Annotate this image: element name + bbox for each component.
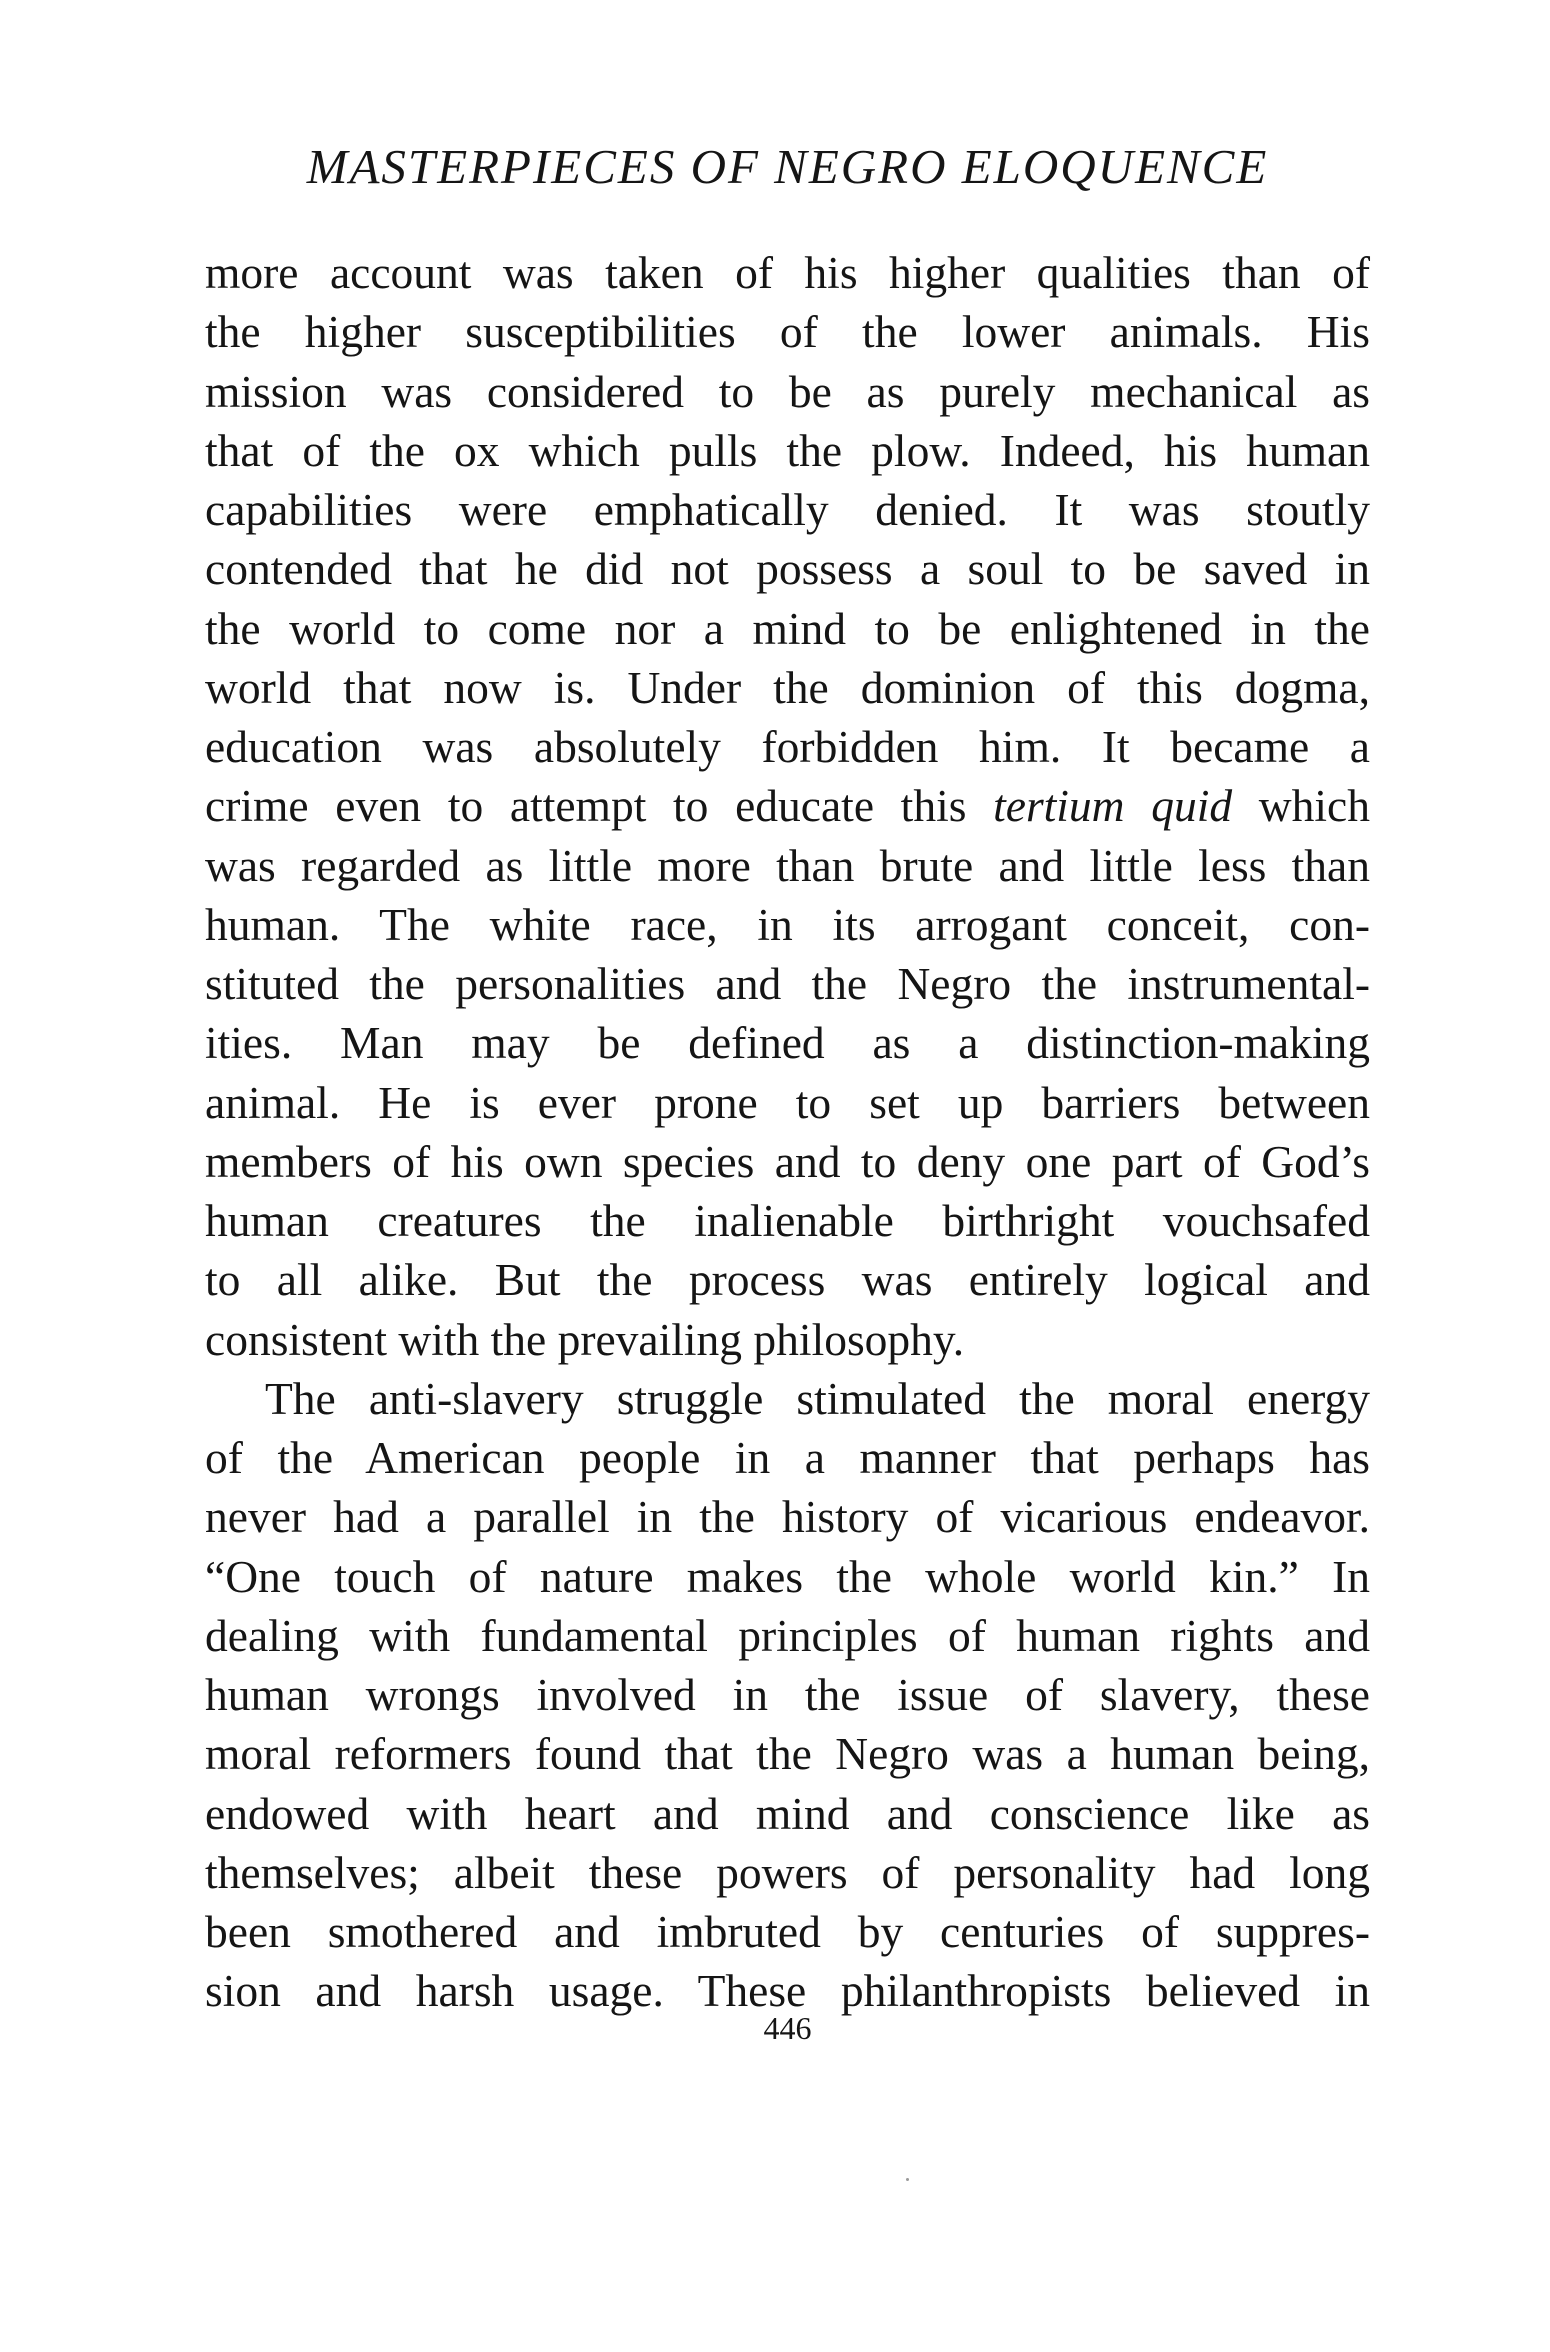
italic-phrase: tertium quid [993, 780, 1233, 832]
text-line: sion and harsh usage. These philanthropists believed in [205, 1965, 1370, 2017]
text-line: capabilities were emphatically denied. It was stoutly [205, 484, 1370, 535]
text-line: of the American people in a manner that perhaps has [205, 1432, 1370, 1483]
line-text: which [1232, 780, 1370, 832]
text-line: human. The white race, in its arrogant conceit, con- [205, 898, 1370, 950]
text-line: the higher susceptibilities of the lower animals. His [205, 306, 1370, 358]
text-line-with-italic [205, 776, 1370, 835]
text-line: The anti-slavery struggle stimulated the moral energy [265, 1372, 1370, 1424]
page-number: 446 [763, 2010, 812, 2046]
body-text [205, 243, 1370, 2021]
running-head: MASTERPIECES OF NEGRO ELOQUENCE [306, 139, 1269, 194]
text-line: “One touch of nature makes the whole world kin.” In [205, 1550, 1370, 1602]
paragraph-1 [205, 243, 1370, 1369]
text-line: ities. Man may be defined as a distinction-making [205, 1017, 1370, 1069]
text-line: was regarded as little more than brute and little less than [205, 839, 1370, 891]
text-line: education was absolutely forbidden him. It became a [205, 721, 1370, 772]
text-line: stituted the personalities and the Negro the instrumental- [205, 958, 1370, 1009]
text-line: that of the ox which pulls the plow. Indeed, his human [205, 424, 1370, 476]
text-line: mission was considered to be as purely mechanical as [205, 365, 1370, 417]
text-line: dealing with fundamental principles of human rights and [205, 1609, 1370, 1661]
text-line: more account was taken of his higher qualities than of [205, 247, 1370, 298]
text-line: human wrongs involved in the issue of slavery, these [205, 1669, 1370, 1720]
paper-speck [906, 2178, 909, 2181]
text-line: been smothered and imbruted by centuries of suppres- [205, 1906, 1370, 1957]
text-line: human creatures the inalienable birthright vouchsafed [205, 1195, 1370, 1246]
text-line: contended that he did not possess a soul to be saved in [205, 543, 1370, 595]
text-line: world that now is. Under the dominion of this dogma, [205, 661, 1370, 713]
text-line: the world to come nor a mind to be enlightened in the [205, 602, 1370, 654]
text-line: never had a parallel in the history of vicarious endeavor. [205, 1491, 1370, 1543]
text-line: moral reformers found that the Negro was a human being, [205, 1728, 1370, 1780]
text-line: to all alike. But the process was entirely logical and [205, 1254, 1370, 1306]
text-line: endowed with heart and mind and conscience like as [205, 1787, 1370, 1839]
paragraph-2 [205, 1369, 1370, 2021]
text-line: animal. He is ever prone to set up barriers between [205, 1076, 1370, 1128]
line-text: crime even to attempt to educate this [205, 780, 994, 832]
text-line: members of his own species and to deny one part of God’s [205, 1135, 1370, 1187]
text-line: consistent with the prevailing philosophy. [205, 1313, 965, 1365]
text-line: themselves; albeit these powers of personality had long [205, 1846, 1370, 1898]
